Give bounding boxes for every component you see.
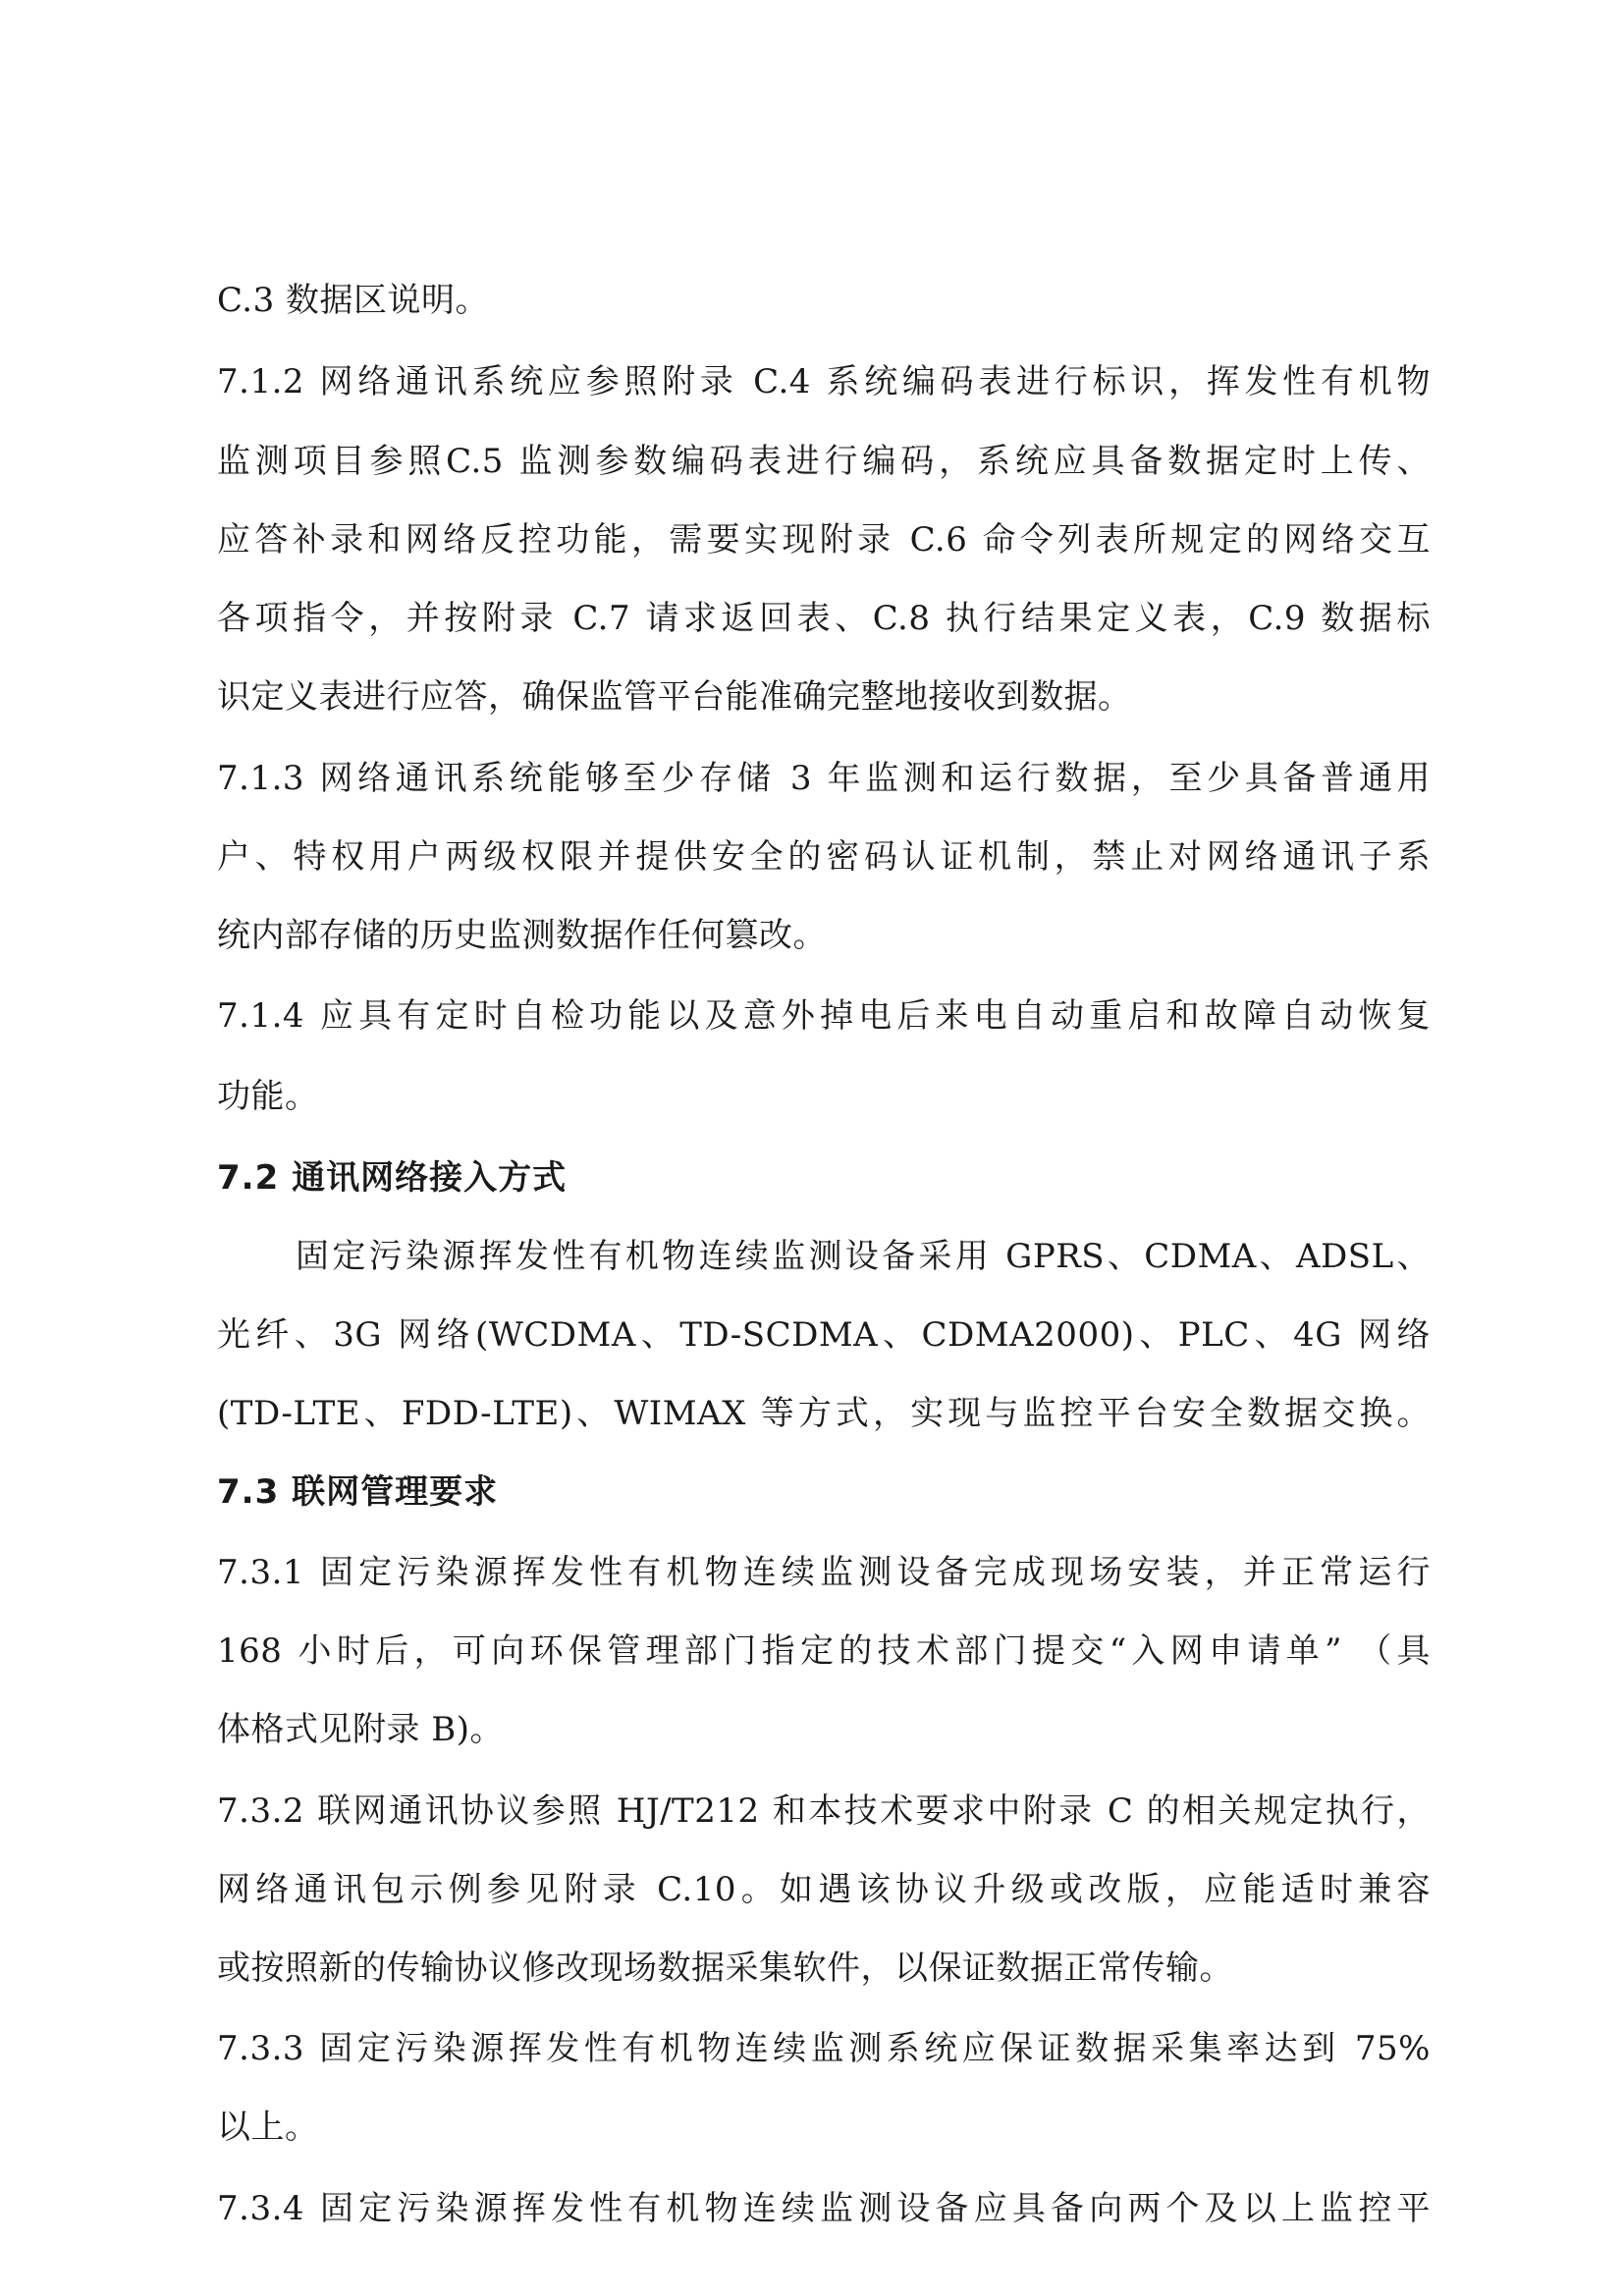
text-line: 网络通讯包示例参见附录 C.10。如遇该协议升级或改版，应能适时兼容 [217,1870,1431,1909]
text-line: 7.1.4 应具有定时自检功能以及意外掉电后来电自动重启和故障自动恢复 [217,996,1431,1036]
text-line: 168 小时后，可向环保管理部门指定的技术部门提交“入网申请单” （具 [217,1631,1431,1671]
text-line: 统内部存储的历史监测数据作任何篡改。 [217,916,827,955]
text-line: (TD-LTE、FDD-LTE)、WIMAX 等方式，实现与监控平台安全数据交换。 [217,1394,1431,1433]
text-line: 或按照新的传输协议修改现场数据采集软件，以保证数据正常传输。 [217,1949,1233,1988]
text-line: 应答补录和网络反控功能，需要实现附录 C.6 命令列表所规定的网络交互 [217,520,1431,560]
text-line: 功能。 [217,1077,319,1116]
text-line: 7.3.1 固定污染源挥发性有机物连续监测设备完成现场安装，并正常运行 [217,1553,1431,1592]
text-line: 户、特权用户两级权限并提供安全的密码认证机制，禁止对网络通讯子系 [217,837,1431,877]
text-line: 各项指令，并按附录 C.7 请求返回表、C.8 执行结果定义表，C.9 数据标 [217,599,1431,638]
text-line: 识定义表进行应答，确保监管平台能准确完整地接收到数据。 [217,677,1132,717]
text-line: 以上。 [217,2108,319,2147]
section-heading: 7.3 联网管理要求 [217,1472,499,1512]
text-line: 7.1.3 网络通讯系统能够至少存储 3 年监测和运行数据，至少具备普通用 [217,759,1431,798]
text-line: 固定污染源挥发性有机物连续监测设备采用 GPRS、CDMA、ADSL、 [296,1237,1431,1276]
text-line: C.3 数据区说明。 [217,281,490,320]
text-line: 光纤、3G 网络(WCDMA、TD-SCDMA、CDMA2000)、PLC、4G 网络 [217,1315,1431,1355]
section-heading: 7.2 通讯网络接入方式 [217,1158,568,1198]
text-line: 监测项目参照C.5 监测参数编码表进行编码，系统应具备数据定时上传、 [217,442,1431,481]
text-line: 7.3.2 联网通讯协议参照 HJ/T212 和本技术要求中附录 C 的相关规定执行， [217,1791,1431,1831]
text-line: 7.1.2 网络通讯系统应参照附录 C.4 系统编码表进行标识，挥发性有机物 [217,362,1431,401]
text-line: 7.3.3 固定污染源挥发性有机物连续监测系统应保证数据采集率达到 75% [217,2029,1431,2068]
text-line: 7.3.4 固定污染源挥发性有机物连续监测设备应具备向两个及以上监控平 [217,2189,1431,2228]
text-line: 体格式见附录 B)。 [217,1710,505,1749]
